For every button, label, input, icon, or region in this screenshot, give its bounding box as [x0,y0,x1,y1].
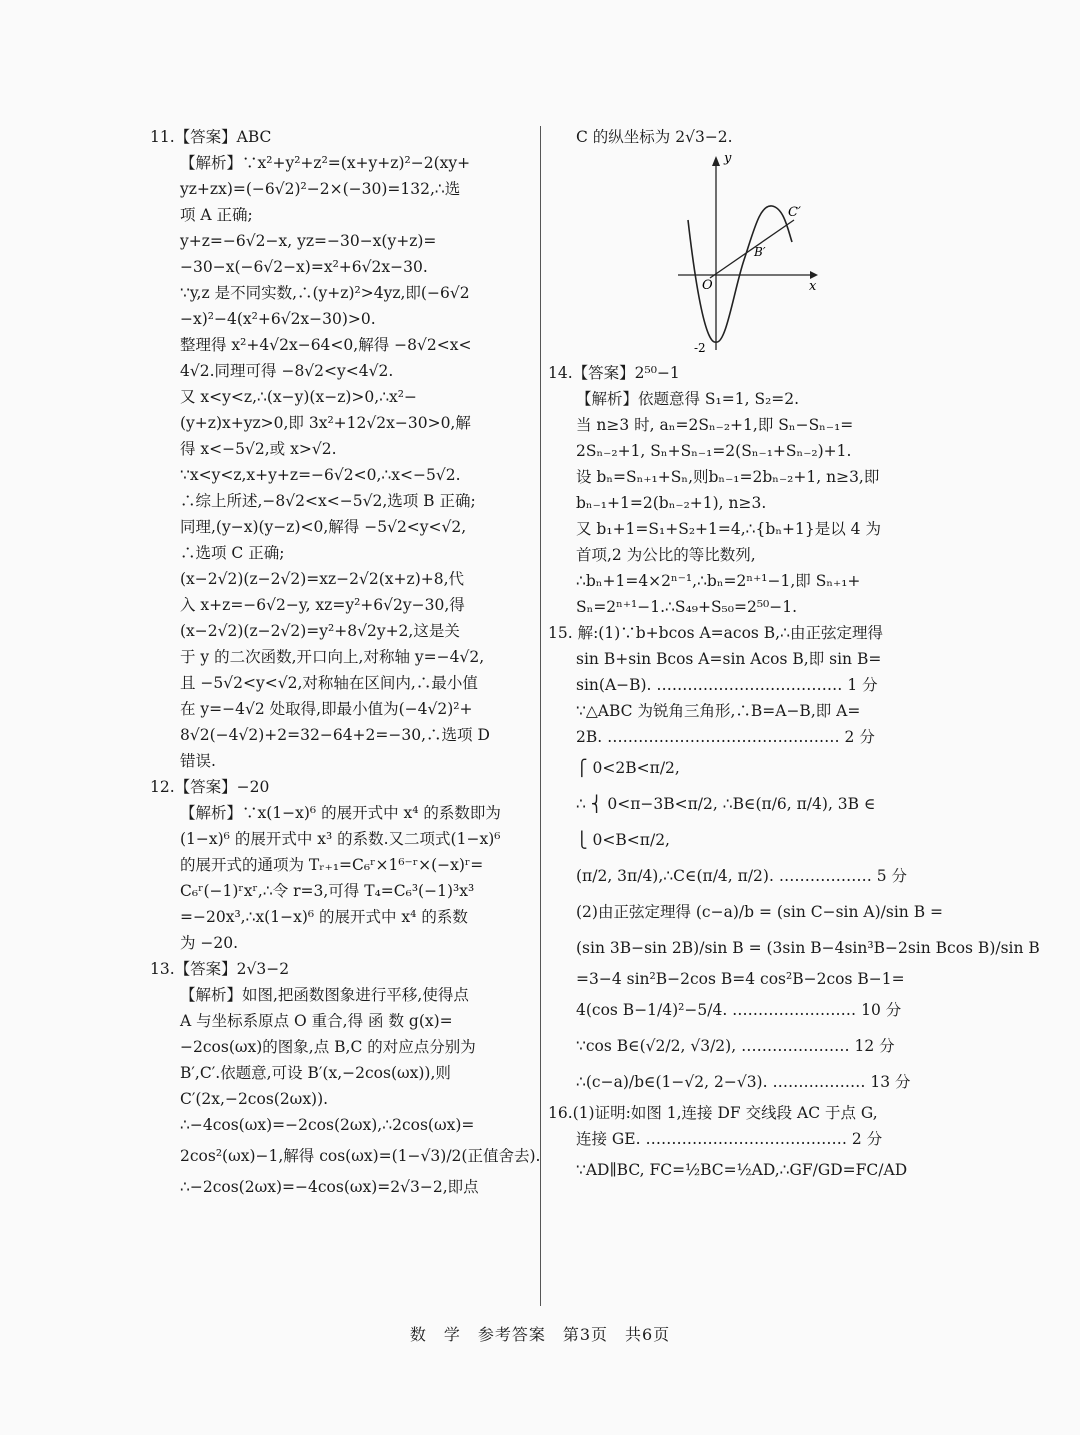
q15-start: 15. 解:(1)∵b+bcos A=acos B,∴由正弦定理得 [548,624,883,642]
q12-line: (1−x)⁶ 的展开式中 x³ 的系数.又二项式(1−x)⁶ [180,830,501,848]
q11-line: 8√2(−4√2)+2=32−64+2=−30,∴选项 D [180,726,490,744]
q11-line: −30−x(−6√2−x)=x²+6√2x−30. [180,258,428,276]
q14-answer: 14.【答案】2⁵⁰−1 [548,364,680,382]
q12-line: C₆ʳ(−1)ʳxʳ,∴令 r=3,可得 T₄=C₆³(−1)³x³ [180,882,475,900]
graph-label-origin: O [702,278,713,293]
page-footer: 数 学 参考答案 第3页 共6页 [409,1325,671,1344]
q16-line: ∵AD∥BC, FC=½BC=½AD,∴GF/GD=FC/AD [576,1161,908,1179]
q15-line: 2B. ……………………………………… 2 分 [576,728,875,746]
cosine-graph [668,150,818,360]
q15-line: sin B+sin Bcos A=sin Acos B,即 sin B= [576,650,882,668]
q13-line: ∴−4cos(ωx)=−2cos(2ωx),∴2cos(ωx)= [180,1116,475,1134]
cosine-graph-figure [548,150,928,360]
q13-line: ∴−2cos(2ωx)=−4cos(ωx)=2√3−2,即点 [180,1178,479,1196]
q11-line: ∵x<y<z,x+y+z=−6√2<0,∴x<−5√2. [180,466,461,484]
q13-line: 2cos²(ωx)−1,解得 cos(ωx)=(1−√3)/2(正值舍去). [180,1147,541,1165]
q15-line: ∵cos B∈(√2/2, √3/2), ………………… 12 分 [576,1037,895,1055]
column-divider [540,126,541,1306]
graph-label-c: C′ [788,205,801,220]
q11-line: 于 y 的二次函数,开口向上,对称轴 y=−4√2, [180,648,485,666]
q14-line: ∴bₙ+1=4×2ⁿ⁻¹,∴bₙ=2ⁿ⁺¹−1,即 Sₙ₊₁+ [576,572,861,590]
q11-line: (y+z)x+yz>0,即 3x²+12√2x−30>0,解 [180,414,471,432]
q11-line: y+z=−6√2−x, yz=−30−x(y+z)= [180,232,437,250]
q16-start: 16.(1)证明:如图 1,连接 DF 交线段 AC 于点 G, [548,1104,878,1122]
q15-line: ∵△ABC 为锐角三角形,∴B=A−B,即 A= [576,702,861,720]
q13-continued: C 的纵坐标为 2√3−2. [576,128,733,146]
q11-line: (x−2√2)(z−2√2)=xz−2√2(x+z)+8,代 [180,570,465,588]
q11-line: 在 y=−4√2 处取得,即最小值为(−4√2)²+ [180,700,473,718]
q11-line: 同理,(y−x)(y−z)<0,解得 −5√2<y<√2, [180,518,467,536]
graph-label-x: x [809,279,817,294]
q11-line: 得 x<−5√2,或 x>√2. [180,440,337,458]
q11-line: (x−2√2)(z−2√2)=y²+8√2y+2,这是关 [180,622,460,640]
right-column [548,124,1040,1188]
q14-line: 【解析】依题意得 S₁=1, S₂=2. [576,390,800,408]
q14-line: 当 n≥3 时, aₙ=2Sₙ₋₂+1,即 Sₙ−Sₙ₋₁= [576,416,854,434]
q14-line: 又 b₁+1=S₁+S₂+1=4,∴{bₙ+1}是以 4 为 [576,520,881,538]
q16-line: 连接 GE. ………………………………… 2 分 [576,1130,883,1148]
q15-line: sin(A−B). ……………………………… 1 分 [576,676,878,694]
q11-line: 4√2.同理可得 −8√2<y<4√2. [180,362,394,380]
q14-line: Sₙ=2ⁿ⁺¹−1.∴S₄₉+S₅₀=2⁵⁰−1. [576,598,798,616]
q15-line: (π/2, 3π/4),∴C∈(π/4, π/2). ……………… 5 分 [576,867,908,885]
q13-answer: 13.【答案】2√3−2 [150,960,290,978]
q12-line: 的展开式的通项为 Tᵣ₊₁=C₆ʳ×1⁶⁻ʳ×(−x)ʳ= [180,856,484,874]
q11-line: 错误. [180,752,216,770]
graph-label-neg2: -2 [694,341,706,355]
q15-line: 4(cos B−1/4)²−5/4. …………………… 10 分 [576,1001,902,1019]
q15-line: =3−4 sin²B−2cos B=4 cos²B−2cos B−1= [576,970,905,988]
q15-line: ∴(c−a)/b∈(1−√2, 2−√3). ……………… 13 分 [576,1073,911,1091]
q12-line: 为 −20. [180,934,239,952]
q15-system-line: ⎩ 0<B<π/2, [576,831,670,849]
q13-line: 【解析】如图,把函数图象进行平移,使得点 [180,986,469,1004]
q11-line: 项 A 正确; [180,206,253,224]
q11-line: yz+zx)=(−6√2)²−2×(−30)=132,∴选 [180,180,461,198]
q14-line: 设 bₙ=Sₙ₊₁+Sₙ,则bₙ₋₁=2bₙ₋₂+1, n≥3,即 [576,468,880,486]
q14-line: 首项,2 为公比的等比数列, [576,546,756,564]
q11-line: ∴综上所述,−8√2<x<−5√2,选项 B 正确; [180,492,476,510]
q13-line: B′,C′.依题意,可设 B′(x,−2cos(ωx)),则 [180,1064,451,1082]
q15-line: (sin 3B−sin 2B)/sin B = (3sin B−4sin³B−2sin Bcos B)/sin B [576,939,1040,957]
q14-line: 2Sₙ₋₂+1, Sₙ+Sₙ₋₁=2(Sₙ₋₁+Sₙ₋₂)+1. [576,442,852,460]
q14-line: bₙ₋₁+1=2(bₙ₋₂+1), n≥3. [576,494,767,512]
q11-line: 整理得 x²+4√2x−64<0,解得 −8√2<x< [180,336,472,354]
q11-line: ∴选项 C 正确; [180,544,285,562]
q15-system-line: ⎧ 0<2B<π/2, [576,759,680,777]
q12-line: =−20x³,∴x(1−x)⁶ 的展开式中 x⁴ 的系数 [180,908,468,926]
q12-answer: 12.【答案】−20 [150,778,270,796]
q13-line: −2cos(ωx)的图象,点 B,C 的对应点分别为 [180,1038,476,1056]
q13-line: A 与坐标系原点 O 重合,得 函 数 g(x)= [180,1012,453,1030]
q11-line: 又 x<y<z,∴(x−y)(x−z)>0,∴x²− [180,388,418,406]
q11-line: 且 −5√2<y<√2,对称轴在区间内,∴最小值 [180,674,478,692]
left-column [150,124,541,1200]
q11-answer: 11.【答案】ABC [150,128,272,146]
q11-line: −x)²−4(x²+6√2x−30)>0. [180,310,376,328]
q12-line: 【解析】∵x(1−x)⁶ 的展开式中 x⁴ 的系数即为 [180,804,501,822]
graph-label-b: B′ [754,245,766,259]
q15-line: (2)由正弦定理得 (c−a)/b = (sin C−sin A)/sin B = [576,903,943,921]
q15-system-line: ∴ ⎨ 0<π−3B<π/2, ∴B∈(π/6, π/4), 3B ∈ [576,795,876,813]
q11-line: ∵y,z 是不同实数,∴(y+z)²>4yz,即(−6√2 [180,284,470,302]
graph-label-y: y [724,151,732,166]
q11-line: 【解析】∵x²+y²+z²=(x+y+z)²−2(xy+ [180,154,471,172]
q11-line: 入 x+z=−6√2−y, xz=y²+6√2y−30,得 [180,596,465,614]
q13-line: C′(2x,−2cos(2ωx)). [180,1090,329,1108]
